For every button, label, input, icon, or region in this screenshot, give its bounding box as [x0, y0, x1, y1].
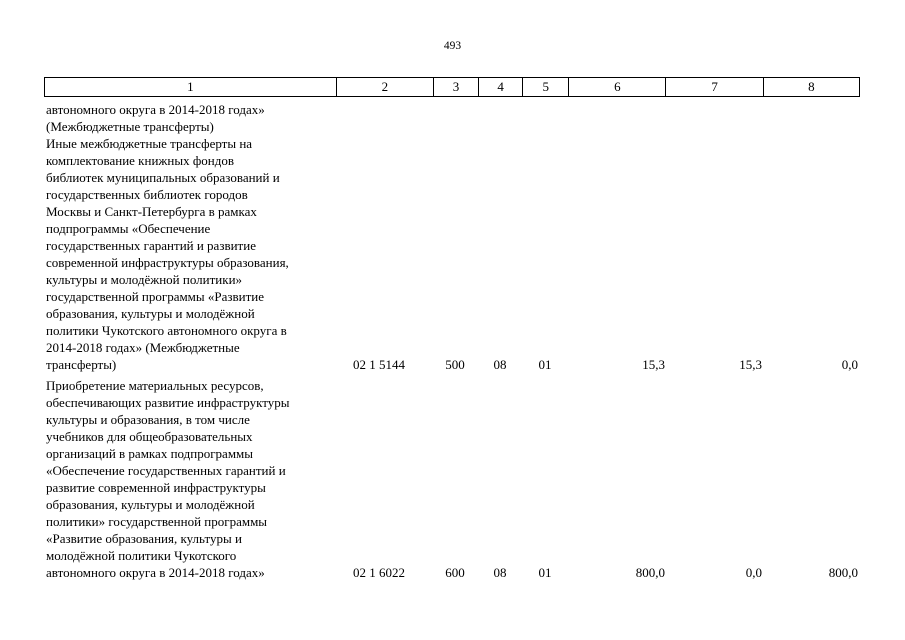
column-header-1: 1: [45, 78, 337, 97]
table-header: [44, 77, 860, 97]
row-code: 02 1 6022: [353, 565, 405, 580]
row-expense-type: 500: [445, 357, 465, 372]
row-expense-type: 600: [445, 565, 465, 580]
row-value-col8: 0,0: [841, 357, 858, 372]
row-value-col7: 15,3: [739, 357, 762, 372]
row-subsection: 01: [538, 357, 552, 372]
row-description: Приобретение материальных ресурсов, обеспечивающих развитие инфраструктуры культуры и образования, в том числе учебников для общеобразовательных организаций в рамках подпрограммы «Обеспечение государственных гарантий и развитие современной инфраструктуры образования, культуры и молодёжной политики» государственной программы «Развитие образования, культуры и молодёжной политики Чукотского автономного округа в 2014-2018 годах»: [46, 378, 290, 580]
row-section: 08: [493, 357, 507, 372]
row-value-col6: 800,0: [635, 565, 665, 580]
row-value-col8: 800,0: [828, 565, 858, 580]
column-header-4: 4: [479, 78, 523, 97]
row-code: 02 1 5144: [353, 357, 405, 372]
row-value-col7: 0,0: [745, 565, 762, 580]
row-subsection: 01: [538, 565, 552, 580]
column-header-7: 7: [666, 78, 763, 97]
page-number: 493: [443, 40, 462, 52]
row-description: Иные межбюджетные трансферты на комплектование книжных фондов библиотек муниципальных образований и государственных библиотек городов Москвы и Санкт-Петербурга в рамках подпрограммы «Обеспечение государственных гарантий и развитие современной инфраструктуры образования, культуры и молодёжной политики» государственной программы «Развитие образования, культуры и молодёжной политики Чукотского автономного округа в 2014-2018 годах» (Межбюджетные трансферты): [46, 136, 289, 372]
row-section: 08: [493, 565, 507, 580]
column-header-5: 5: [523, 78, 569, 97]
column-header-3: 3: [433, 78, 478, 97]
column-header-8: 8: [763, 78, 859, 97]
row-description: автономного округа в 2014-2018 годах» (Межбюджетные трансферты): [46, 102, 265, 134]
column-header-6: 6: [569, 78, 666, 97]
column-header-2: 2: [336, 78, 433, 97]
row-value-col6: 15,3: [642, 357, 665, 372]
